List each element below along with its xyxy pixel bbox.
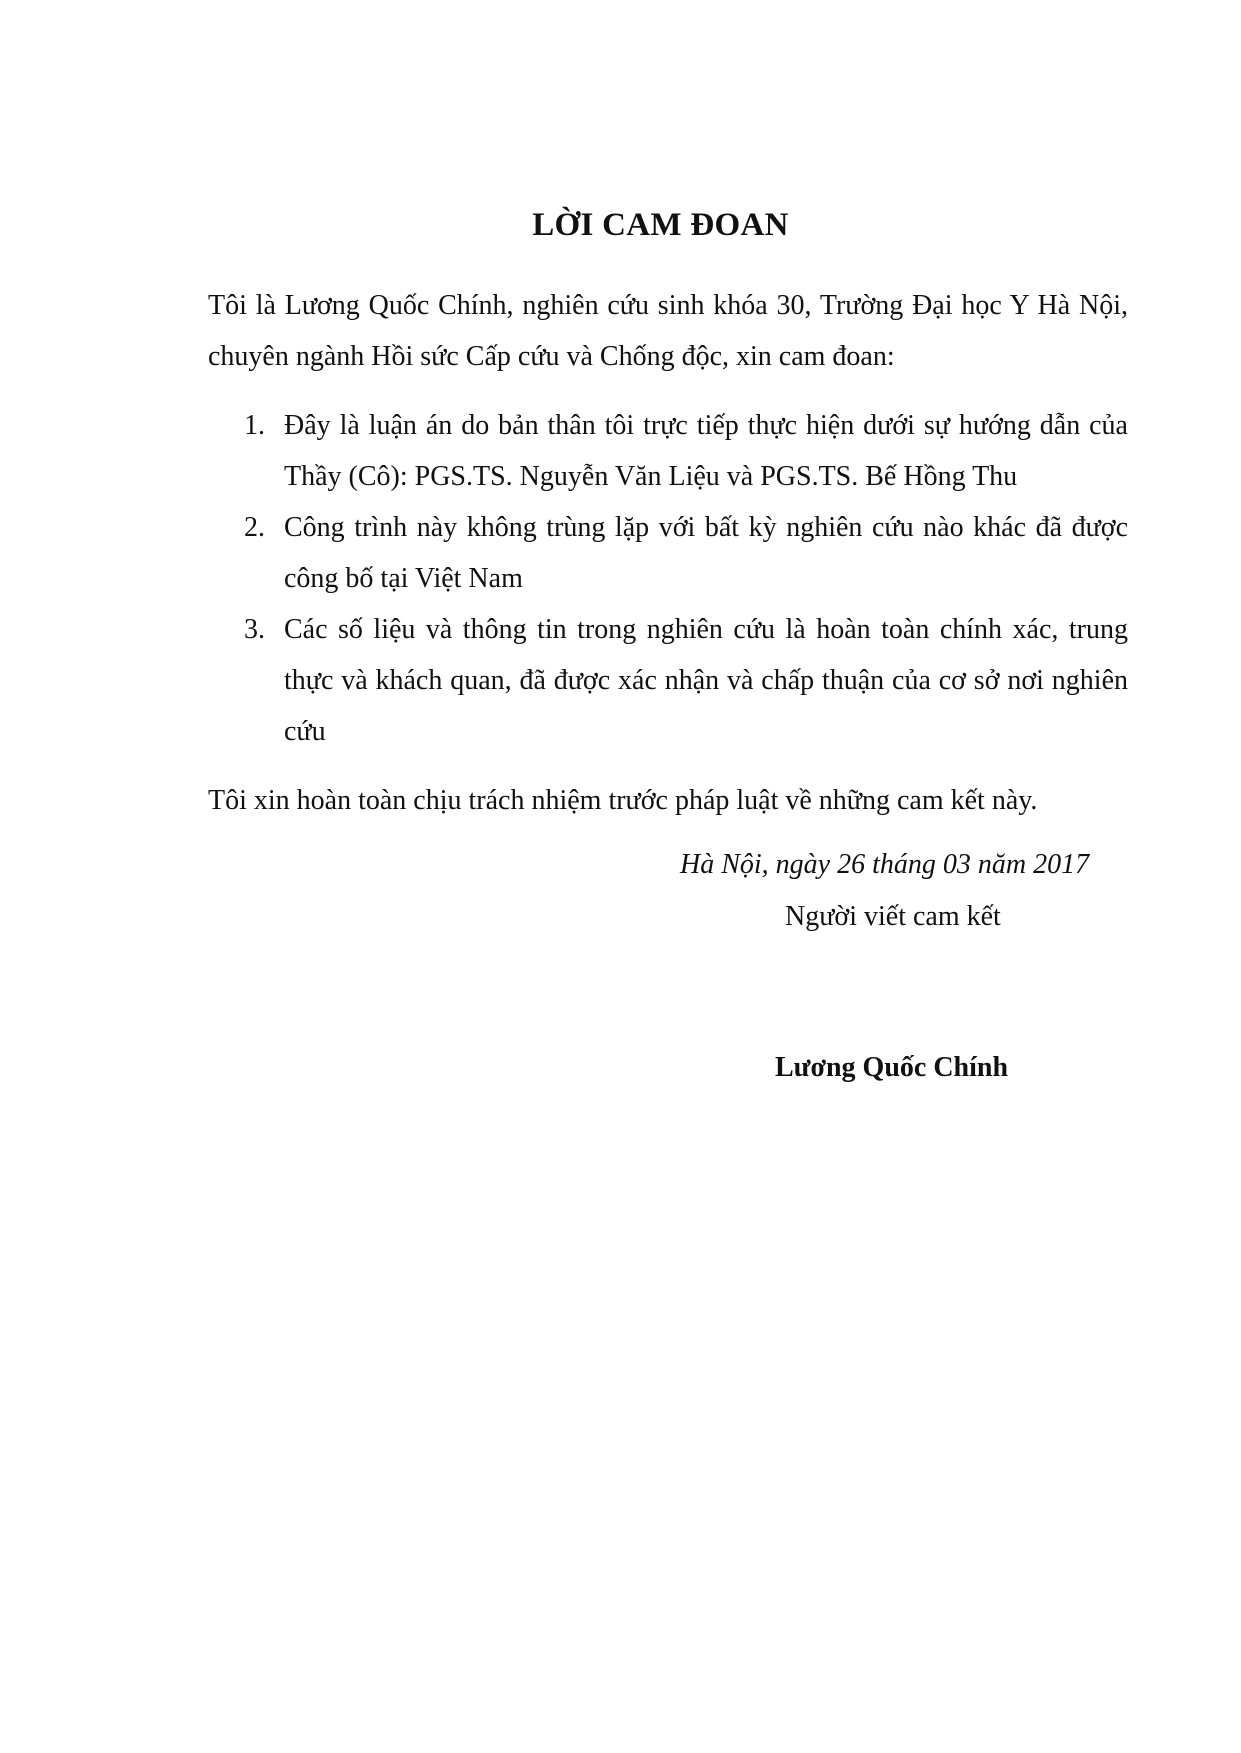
list-item-number: 3. xyxy=(244,614,265,645)
list-item-number: 2. xyxy=(244,512,265,543)
list-item-text: Các số liệu và thông tin trong nghiên cứu là hoàn toàn chính xác, trung thực và khách quan, đã được xác nhận và chấp thuận của cơ sở nơi nghiên cứu xyxy=(284,614,1128,747)
intro-paragraph: Tôi là Lương Quốc Chính, nghiên cứu sinh khóa 30, Trường Đại học Y Hà Nội, chuyên ngành Hồi sức Cấp cứu và Chống độc, xin cam đoan: xyxy=(208,290,1128,372)
place-date: Hà Nội, ngày 26 tháng 03 năm 2017 xyxy=(680,849,1090,880)
commitment-list xyxy=(208,400,1128,757)
list-item-number: 1. xyxy=(244,410,265,441)
list-item-text: Đây là luận án do bản thân tôi trực tiếp thực hiện dưới sự hướng dẫn của Thầy (Cô): PGS.TS. Nguyễn Văn Liệu và PGS.TS. Bế Hồng Thu xyxy=(284,410,1128,492)
signer-name: Lương Quốc Chính xyxy=(775,1052,1009,1083)
list-item xyxy=(208,400,1128,502)
list-item xyxy=(208,604,1128,757)
signer-label: Người viết cam kết xyxy=(785,901,1001,932)
list-item-text: Công trình này không trùng lặp với bất kỳ nghiên cứu nào khác đã được công bố tại Việt Nam xyxy=(284,512,1128,594)
list-item xyxy=(208,502,1128,604)
document-title: LỜI CAM ĐOAN xyxy=(532,207,789,243)
closing-statement: Tôi xin hoàn toàn chịu trách nhiệm trước pháp luật về những cam kết này. xyxy=(208,785,1038,816)
